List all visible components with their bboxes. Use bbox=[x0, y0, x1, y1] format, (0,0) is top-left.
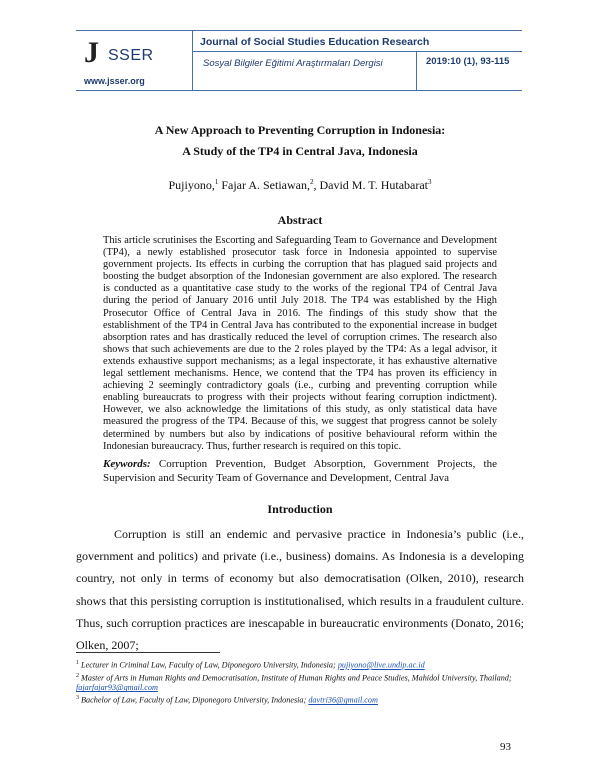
header-rule-bottom bbox=[76, 90, 522, 91]
footnote-email-link[interactable]: fajarfajar93@gmail.com bbox=[76, 683, 158, 693]
author-name: David M. T. Hutabarat bbox=[319, 178, 429, 192]
footnote-number: 2 bbox=[76, 672, 79, 679]
footnote-email-link[interactable]: pujiyono@live.undip.ac.id bbox=[337, 660, 425, 670]
author-sup: 1 bbox=[214, 178, 219, 186]
logo-text: SSER bbox=[108, 47, 154, 64]
footnote-item bbox=[76, 658, 524, 671]
author-list bbox=[76, 178, 524, 193]
article-title-line-2: A Study of the TP4 in Central Java, Indonesia bbox=[182, 144, 418, 158]
footnote-text: Master of Arts in Human Rights and Democratisation, Institute of Human Rights and Peace Studies, Mahidol University, Thailand; bbox=[81, 673, 512, 683]
author-sup: 2 bbox=[309, 178, 314, 186]
keywords bbox=[103, 458, 497, 485]
article-title-line-1: A New Approach to Preventing Corruption in Indonesia: bbox=[154, 123, 446, 137]
footnote-rule bbox=[76, 652, 220, 653]
journal-name-turkish: Sosyal Bilgiler Eğitimi Araştırmaları Dergisi bbox=[203, 58, 383, 69]
introduction-heading: Introduction bbox=[267, 502, 333, 516]
journal-url[interactable]: www.jsser.org bbox=[84, 76, 145, 86]
footnote-number: 3 bbox=[76, 695, 79, 702]
author-name: Pujiyono, bbox=[168, 178, 215, 192]
introduction-text: Corruption is still an endemic and pervasive practice in Indonesia’s public (i.e., government and politics) and private (i.e., business) domains. As Indonesia is a developing country, not only in terms of economy but also democratisation (Olken, 2010), research shows that this persisting corruption is institutionalised, which results in a fraudulent culture. Thus, such corruption practices are inescapable in bureaucratic environments (Donato, 2016; Olken, 2007; bbox=[76, 527, 524, 653]
volume-info: 2019:10 (1), 93-115 bbox=[426, 56, 510, 67]
header-divider-right bbox=[416, 51, 417, 90]
footnote-email-link[interactable]: davtri36@gmail.com bbox=[308, 696, 378, 706]
author-sup: 3 bbox=[428, 178, 432, 186]
footnote-item bbox=[76, 671, 524, 694]
page-number: 93 bbox=[500, 741, 511, 753]
journal-logo bbox=[76, 36, 186, 84]
keywords-text: Corruption Prevention, Budget Absorption, Government Projects, the Supervision and Security Team of Governance and Development, Central Java bbox=[103, 458, 497, 484]
footnote-item bbox=[76, 693, 524, 706]
author-separator: , bbox=[313, 178, 317, 192]
header-rule-middle bbox=[192, 51, 522, 52]
footnotes bbox=[76, 658, 524, 706]
logo-mark: J bbox=[84, 36, 99, 69]
footnote-text: Bachelor of Law, Faculty of Law, Diponegoro University, Indonesia; bbox=[81, 696, 309, 706]
abstract-text: This article scrutinises the Escorting and Safeguarding Team to Governance and Development (TP4), a newly established prosecutor task force in Indonesia appointed to supervise government projects. Its effects in curbing the corruption that has plagued said projects and boosting the budget absorption of the Indonesian government are also explored. The research is conducted as a quantitative case study to the works of the regional TP4 of Central Java during the period of January 2016 until July 2018. The TP4 was established by the High Prosecutor Office of Central Java in 2016. The findings of this study show that the establishment of the TP4 in Central Java has contributed to the exponential increase in budget absorption rates and has drastically reduced the level of corruption crimes. The research also shows that such achievements are due to the 2 roles played by the TP4: As a legal advisor, it extends exhaustive support mechanisms; as a legal inspectorate, it has exhaustive alternative legal settlement mechanisms. Hence, we contend that the TP4 has proven its efficiency in achieving 2 seemingly contradictory goals (i.e., curbing and preventing corruption while enabling bureaucrats to progress with their projects without fearing corruption indictment). However, we also acknowledge the limitations of this study, as only statistical data have measured the progress of the TP4. Because of this, we suggest that progress cannot be solely determined by numbers but also by indications of positive behavioural reform within the Indonesian bureaucracy. Thus, further research is required on this topic. bbox=[103, 235, 497, 452]
footnote-text: Lecturer in Criminal Law, Faculty of Law, Diponegoro University, Indonesia; bbox=[81, 660, 338, 670]
keywords-label: Keywords: bbox=[103, 458, 151, 470]
author-name: Fajar A. Setiawan, bbox=[221, 178, 310, 192]
header-divider-left bbox=[192, 30, 193, 90]
footnote-number: 1 bbox=[76, 660, 79, 666]
header-rule-top bbox=[76, 30, 522, 31]
abstract-heading: Abstract bbox=[277, 213, 323, 227]
journal-name: Journal of Social Studies Education Research bbox=[200, 36, 430, 48]
